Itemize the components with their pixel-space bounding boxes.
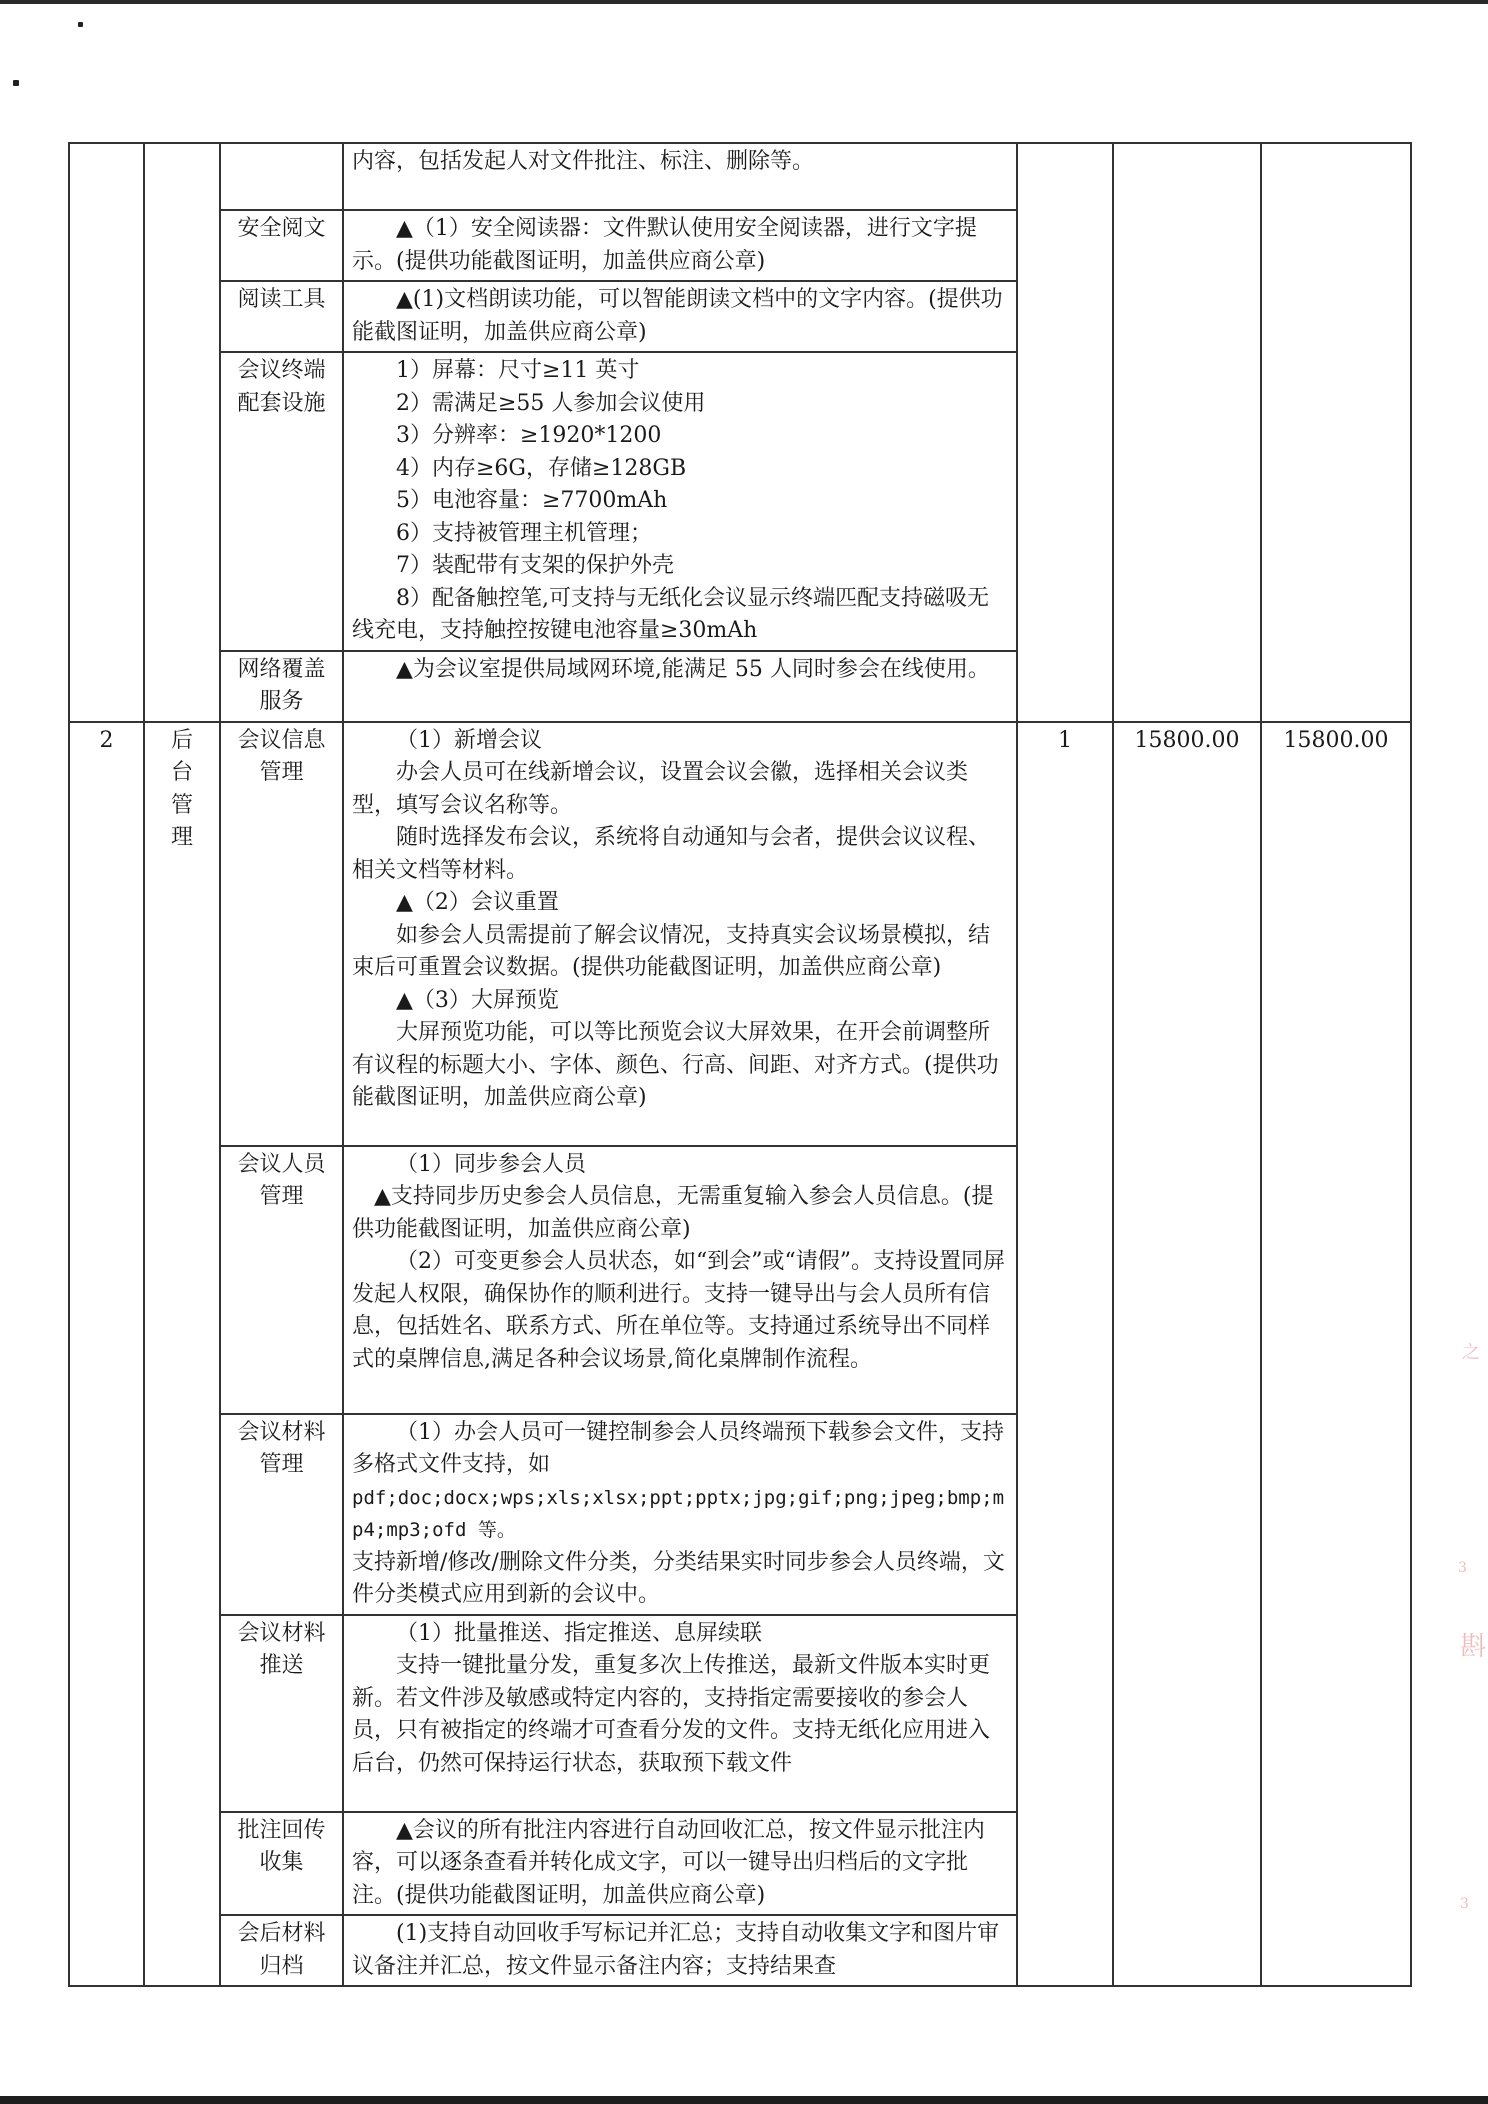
content-line: ▲（3）大屏预览 xyxy=(396,987,559,1013)
item-unit-price: 15800.00 xyxy=(1113,722,1261,1987)
sub-item-label: 安全阅文 xyxy=(220,210,343,281)
content-line: （1）新增会议 xyxy=(396,727,542,753)
table-row xyxy=(69,143,1411,210)
content-cell xyxy=(343,722,1017,1146)
sub-item-label: 会议材料管理 xyxy=(220,1414,343,1615)
scan-speck xyxy=(78,22,83,27)
category-text: 后台管理 xyxy=(171,727,194,850)
content-cell xyxy=(343,1414,1017,1615)
item-category xyxy=(144,722,220,1987)
content-line: 支持新增/修改/删除文件分类，分类结果实时同步参会人员终端，文件分类模式应用到新的会议中。 xyxy=(352,1549,1005,1607)
sub-item-label: 会后材料归档 xyxy=(220,1915,343,1986)
sub-item-label: 网络覆盖服务 xyxy=(220,651,343,722)
scan-speck xyxy=(13,80,19,86)
content-line: 内容，包括发起人对文件批注、标注、删除等。 xyxy=(352,149,815,174)
sub-item-label: 会议信息管理 xyxy=(220,722,343,1146)
content-line: 2）需满足≥55 人参加会议使用 xyxy=(396,390,706,416)
item-total: 15800.00 xyxy=(1261,722,1411,1987)
spec-table xyxy=(68,142,1412,1987)
content-line: 如参会人员需提前了解会议情况，支持真实会议场景模拟，结束后可重置会议数据。(提供功能截图证明，加盖供应商公章) xyxy=(352,922,991,980)
content-line: 1）屏幕：尺寸≥11 英寸 xyxy=(396,358,640,383)
content-line: ▲(1)文档朗读功能，可以智能朗读文档中的文字内容。(提供功能截图证明，加盖供应商公章) xyxy=(352,287,1003,345)
table-row xyxy=(69,722,1411,1146)
content-line: 8）配备触控笔,可支持与无纸化会议显示终端匹配支持磁吸无线充电，支持触控按键电池容量≥30mAh xyxy=(352,585,989,643)
content-line: ▲（1）安全阅读器：文件默认使用安全阅读器，进行文字提示。(提供功能截图证明，加盖供应商公章) xyxy=(352,216,977,274)
content-line: ▲为会议室提供局域网环境,能满足 55 人同时参会在线使用。 xyxy=(396,656,990,682)
content-line: （2）可变更参会人员状态，如“到会”或“请假”。支持设置同屏发起人权限，确保协作的顺利进行。支持一键导出与会人员所有信息，包括姓名、联系方式、所在单位等。支持通过系统导出不同样式的桌牌信息,满足各种会议场景,简化桌牌制作流程。 xyxy=(352,1249,1005,1372)
content-cell xyxy=(343,281,1017,352)
stamp-fragment: 3 xyxy=(1460,1896,1469,1912)
content-cell xyxy=(343,352,1017,651)
category-cell xyxy=(144,143,220,722)
sub-item-label: 会议终端配套设施 xyxy=(220,352,343,651)
content-cell xyxy=(343,1615,1017,1812)
sub-item-label: 会议人员管理 xyxy=(220,1146,343,1414)
total-cell xyxy=(1261,143,1411,722)
scan-top-edge xyxy=(0,0,1488,4)
content-cell xyxy=(343,210,1017,281)
qty-cell xyxy=(1017,143,1113,722)
content-line: 4）内存≥6G，存储≥128GB xyxy=(396,455,687,481)
content-line: （1）批量推送、指定推送、息屏续联 xyxy=(396,1620,762,1646)
content-line: 大屏预览功能，可以等比预览会议大屏效果，在开会前调整所有议程的标题大小、字体、颜色、行高、间距、对齐方式。(提供功能截图证明，加盖供应商公章) xyxy=(352,1020,999,1110)
content-line: 5）电池容量：≥7700mAh xyxy=(396,488,668,513)
item-number: 2 xyxy=(69,722,144,1987)
content-cell xyxy=(343,1812,1017,1916)
content-line: （1）办会人员可一键控制参会人员终端预下载参会文件，支持多格式文件支持，如 xyxy=(352,1419,1004,1477)
content-line: 6）支持被管理主机管理； xyxy=(396,520,652,546)
stamp-fragment: 3 xyxy=(1458,1560,1467,1576)
item-qty: 1 xyxy=(1017,722,1113,1987)
stamp-fragment: 之 xyxy=(1462,1342,1480,1363)
content-line: (1)支持自动回收手写标记并汇总；支持自动收集文字和图片审议备注并汇总，按文件显示备注内容；支持结果查 xyxy=(352,1921,1000,1979)
content-cell xyxy=(343,143,1017,210)
unit-price-cell xyxy=(1113,143,1261,722)
content-line: ▲支持同步历史参会人员信息，无需重复输入参会人员信息。(提供功能截图证明，加盖供应商公章) xyxy=(352,1184,994,1242)
content-cell xyxy=(343,1146,1017,1414)
content-line: pdf;doc;docx;wps;xls;xlsx;ppt;pptx;jpg;gif;png;jpeg;bmp;mp4;mp3;ofd 等。 xyxy=(352,1486,1005,1541)
sub-item-label: 会议材料推送 xyxy=(220,1615,343,1812)
content-line: 7）装配带有支架的保护外壳 xyxy=(396,553,674,578)
sub-item-label: 阅读工具 xyxy=(220,281,343,352)
scan-bottom-edge xyxy=(0,2096,1488,2104)
content-cell xyxy=(343,1915,1017,1986)
content-cell xyxy=(343,651,1017,722)
content-line: 随时选择发布会议，系统将自动通知与会者，提供会议议程、相关文档等材料。 xyxy=(352,825,991,883)
sub-item-cell xyxy=(220,143,343,210)
content-line: ▲会议的所有批注内容进行自动回收汇总，按文件显示批注内容，可以逐条查看并转化成文字，可以一键导出归档后的文字批注。(提供功能截图证明，加盖供应商公章) xyxy=(352,1817,985,1908)
sub-item-label: 批注回传收集 xyxy=(220,1812,343,1916)
content-line: （1）同步参会人员 xyxy=(396,1151,586,1177)
content-line: 3）分辨率：≥1920*1200 xyxy=(396,423,662,448)
content-line: ▲（2）会议重置 xyxy=(396,890,559,915)
content-line: 支持一键批量分发，重复多次上传推送，最新文件版本实时更新。若文件涉及敏感或特定内容的，支持指定需要接收的参会人员，只有被指定的终端才可查看分发的文件。支持无纸化应用进入后台，仍然可保持运行状态，获取预下载文件 xyxy=(352,1653,991,1776)
stamp-fragment: 斟 xyxy=(1460,1632,1487,1662)
number-cell xyxy=(69,143,144,722)
content-line: 办会人员可在线新增会议，设置会议会徽，选择相关会议类型，填写会议名称等。 xyxy=(352,760,969,818)
